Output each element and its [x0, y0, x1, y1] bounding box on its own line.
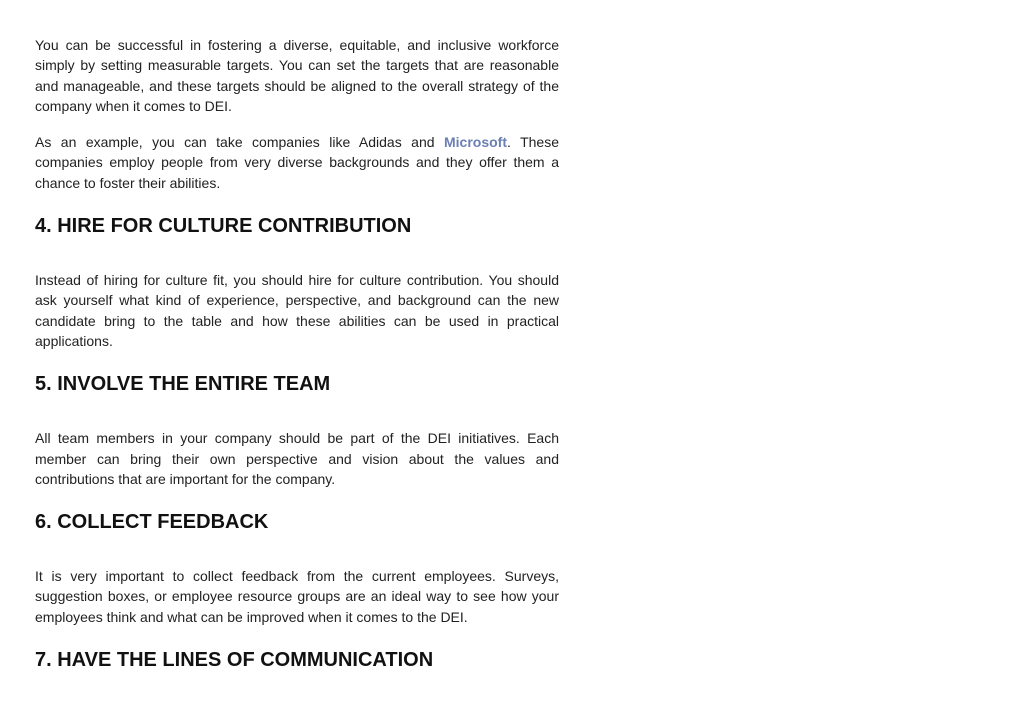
paragraph-involve-team: All team members in your company should be part of the DEI initiatives. Each member can bring their own perspective and vision about the values and contributions that are important for the company. [35, 430, 559, 487]
heading-hire-for-culture-contribution: 4. HIRE FOR CULTURE CONTRIBUTION [35, 215, 412, 238]
paragraph-culture-contribution: Instead of hiring for culture fit, you should hire for culture contribution. You should ask yourself what kind of experience, perspective, and background can the new candidate bring to the table and how these abilities can be used in practical applications. [35, 272, 559, 349]
heading-lines-of-communication: 7. HAVE THE LINES OF COMMUNICATION [35, 649, 434, 672]
paragraph-example-text-before: As an example, you can take companies like Adidas and [35, 134, 444, 151]
paragraph-targets: You can be successful in fostering a diverse, equitable, and inclusive workforce simply by setting measurable targets. You can set the targets that are reasonable and manageable, and these targets should be aligned to the overall strategy of the company when it comes to DEI. [35, 37, 559, 114]
microsoft-link[interactable]: Microsoft [444, 134, 507, 151]
paragraph-collect-feedback: It is very important to collect feedback from the current employees. Surveys, suggestion boxes, or employee resource groups are an ideal way to see how your employees think and what can be improved when it comes to the DEI. [35, 568, 559, 625]
paragraph-example-text-after: . These companies employ people from very diverse backgrounds and they offer them a chance to foster their abilities. [35, 134, 560, 191]
heading-collect-feedback: 6. COLLECT FEEDBACK [35, 511, 269, 534]
heading-involve-entire-team: 5. INVOLVE THE ENTIRE TEAM [35, 373, 331, 396]
paragraph-example [35, 132, 559, 193]
article-body [35, 35, 559, 672]
